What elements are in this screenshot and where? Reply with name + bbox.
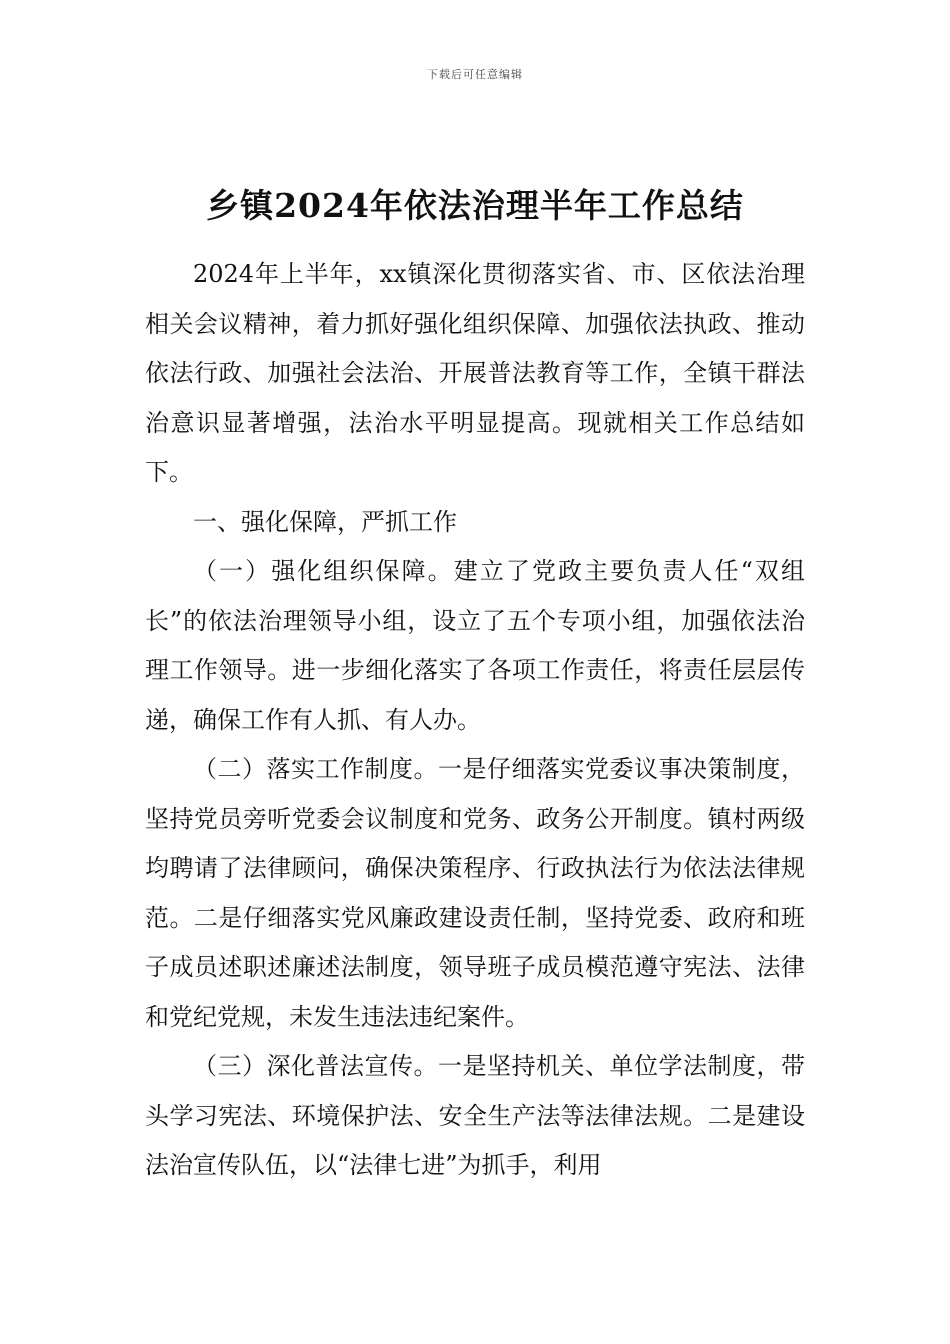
- paragraph-intro: 2024年上半年，xx镇深化贯彻落实省、市、区依法治理相关会议精神，着力抓好强化组织保障、加强依法执政、推动依法行政、加强社会法治、开展普法教育等工作，全镇干群法治意识显著增强，法治水平明显提高。现就相关工作总结如下。: [145, 260, 805, 486]
- section-heading-1: 一、强化保障，严抓工作: [193, 507, 457, 536]
- header-note: 下载后可任意编辑: [427, 68, 523, 81]
- paragraph-system: （二）落实工作制度。一是仔细落实党委议事决策制度，坚持党员旁听党委会议制度和党务、政务公开制度。镇村两级均聘请了法律顾问，确保决策程序、行政执法行为依法法律规范。二是仔细落实党风廉政建设责任制，坚持党委、政府和班子成员述职述廉述法制度，领导班子成员模范遵守宪法、法律和党纪党规，未发生违法违纪案件。: [145, 755, 805, 1031]
- paragraph-publicity: （三）深化普法宣传。一是坚持机关、单位学法制度，带头学习宪法、环境保护法、安全生产法等法律法规。二是建设法治宣传队伍，以“法律七进”为抓手，利用: [145, 1052, 805, 1179]
- document-body: [145, 250, 805, 1191]
- document-title: 乡镇2024年依法治理半年工作总结: [206, 186, 744, 225]
- paragraph-organization: （一）强化组织保障。建立了党政主要负责人任“双组长”的依法治理领导小组，设立了五个专项小组，加强依法治理工作领导。进一步细化落实了各项工作责任，将责任层层传递，确保工作有人抓、有人办。: [145, 557, 805, 734]
